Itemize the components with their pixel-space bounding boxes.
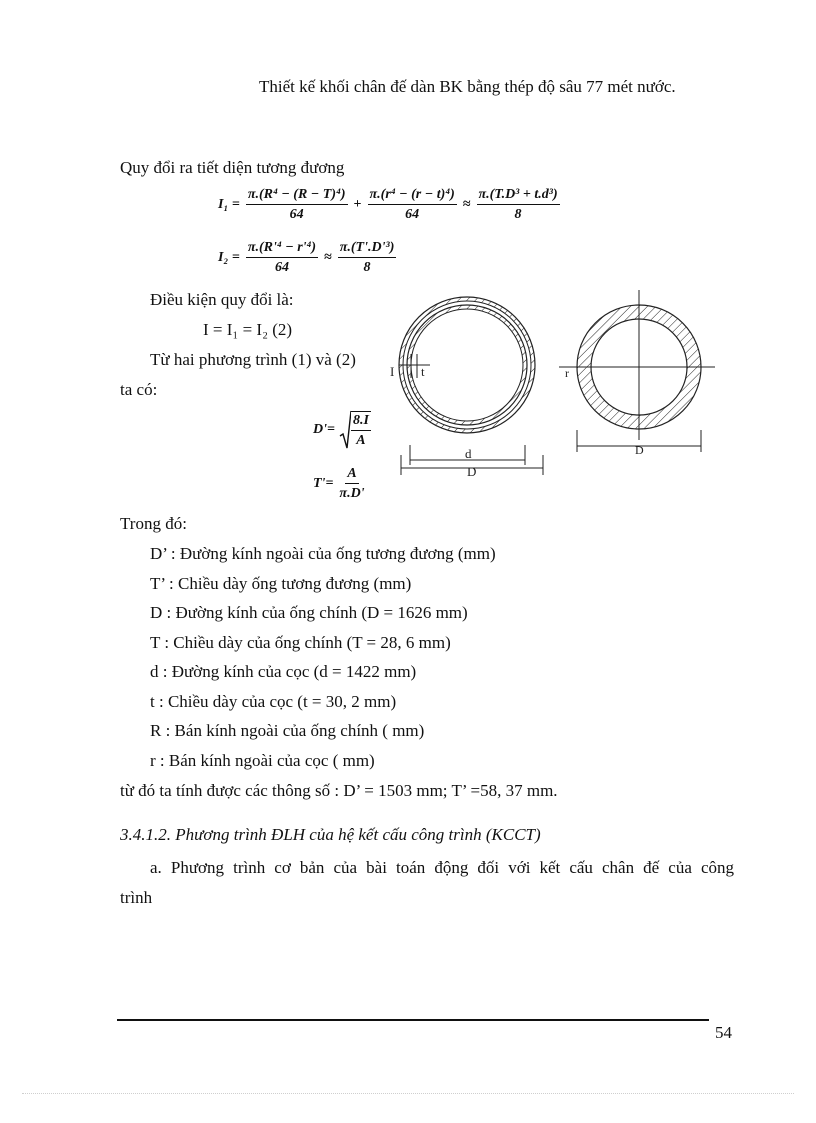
eq1-term2-den: 64 [405, 207, 420, 222]
eq1-term1 [246, 186, 348, 223]
section-heading: 3.4.1.2. Phương trình ĐLH của hệ kết cấu công trình (KCCT) [120, 825, 541, 844]
label-D-right: D [635, 443, 644, 457]
eq1-term3 [477, 186, 560, 223]
eq4-frac [339, 465, 364, 502]
ta-co-text: ta có: [120, 380, 158, 399]
condition-text: Điều kiện quy đổi là: [150, 290, 294, 309]
eq2-term1-den: 64 [274, 260, 289, 275]
eq2-lhs: I₂ = [218, 249, 240, 265]
page-number: 54 [715, 1023, 732, 1042]
definition-item: T’ : Chiều dày ống tương đương (mm) [150, 573, 412, 593]
definition-item: T : Chiều dày của ống chính (T = 28, 6 mm) [150, 632, 451, 652]
eq2-term2-den: 8 [363, 260, 371, 275]
where-text: Trong đó: [120, 514, 187, 533]
equation-t-prime [313, 465, 367, 502]
label-t: t [421, 364, 425, 379]
paragraph-line-1: a. Phương trình cơ bản của bài toán động đối với kết cấu chân đế của công [150, 858, 734, 877]
eq2-term1-num: π.(R'⁴ − r'⁴) [246, 239, 318, 258]
condition-equation: I = I₁ = I₂ (2) [203, 320, 293, 339]
eq1-lhs: I₁ = [218, 196, 240, 212]
from-equations-text: Từ hai phương trình (1) và (2) [150, 350, 356, 369]
definition-item: r : Bán kính ngoài của cọc ( mm) [150, 750, 375, 770]
label-I: I [390, 364, 395, 379]
definition-item: D’ : Đường kính ngoài của ống tương đương (mm) [150, 544, 496, 563]
eq1-term1-den: 64 [289, 207, 304, 222]
definition-item: D : Đường kính của ống chính (D = 1626 mm) [150, 603, 468, 622]
paragraph-line-2: trình [120, 888, 153, 907]
right-section [559, 290, 715, 457]
eq1-term3-den: 8 [514, 207, 522, 222]
equation-i1 [218, 186, 562, 223]
label-D-left: D [467, 464, 477, 479]
eq1-term3-num: π.(T.D³ + t.d³) [477, 186, 560, 205]
eq4-num: A [345, 465, 358, 484]
result-text: từ đó ta tính được các thông số : D’ = 1503 mm; T’ =58, 37 mm. [120, 781, 558, 800]
eq2-approx: ≈ [324, 249, 332, 265]
eq3-num: 8.I [351, 412, 371, 431]
eq2-term2 [338, 239, 397, 276]
eq3-den: A [356, 433, 366, 448]
equation-d-prime [313, 410, 373, 450]
eq4-lhs: T'= [313, 475, 334, 491]
eq1-plus: + [353, 196, 362, 212]
pipe-cross-section-figure [375, 290, 715, 490]
eq3-frac [351, 411, 371, 449]
page-edge-divider [22, 1093, 794, 1094]
left-section [390, 297, 543, 479]
eq4-den: π.D' [339, 486, 365, 501]
eq1-term2-num: π.(r⁴ − (r − t)⁴) [368, 186, 457, 205]
label-d: d [465, 446, 472, 461]
footer-rule [117, 1019, 709, 1021]
eq1-term2 [368, 186, 457, 223]
definition-item: d : Đường kính của cọc (d = 1422 mm) [150, 662, 417, 681]
intro-text: Quy đổi ra tiết diện tương đương [120, 158, 345, 177]
equation-i2 [218, 239, 398, 276]
sqrt-icon [339, 410, 351, 450]
definitions-list [150, 544, 496, 780]
definition-item: t : Chiều dày của cọc (t = 30, 2 mm) [150, 691, 397, 711]
eq1-approx: ≈ [462, 196, 471, 212]
eq2-term1 [246, 239, 318, 276]
eq3-lhs: D'= [313, 422, 335, 437]
running-header: Thiết kế khối chân đế dàn BK bằng thép độ sâu 77 mét nước. [259, 77, 676, 96]
eq2-term2-num: π.(T'.D'³) [338, 239, 397, 258]
eq1-term1-num: π.(R⁴ − (R − T)⁴) [246, 186, 348, 205]
label-r: r [565, 366, 569, 380]
definition-item: R : Bán kính ngoài của ống chính ( mm) [150, 721, 425, 740]
